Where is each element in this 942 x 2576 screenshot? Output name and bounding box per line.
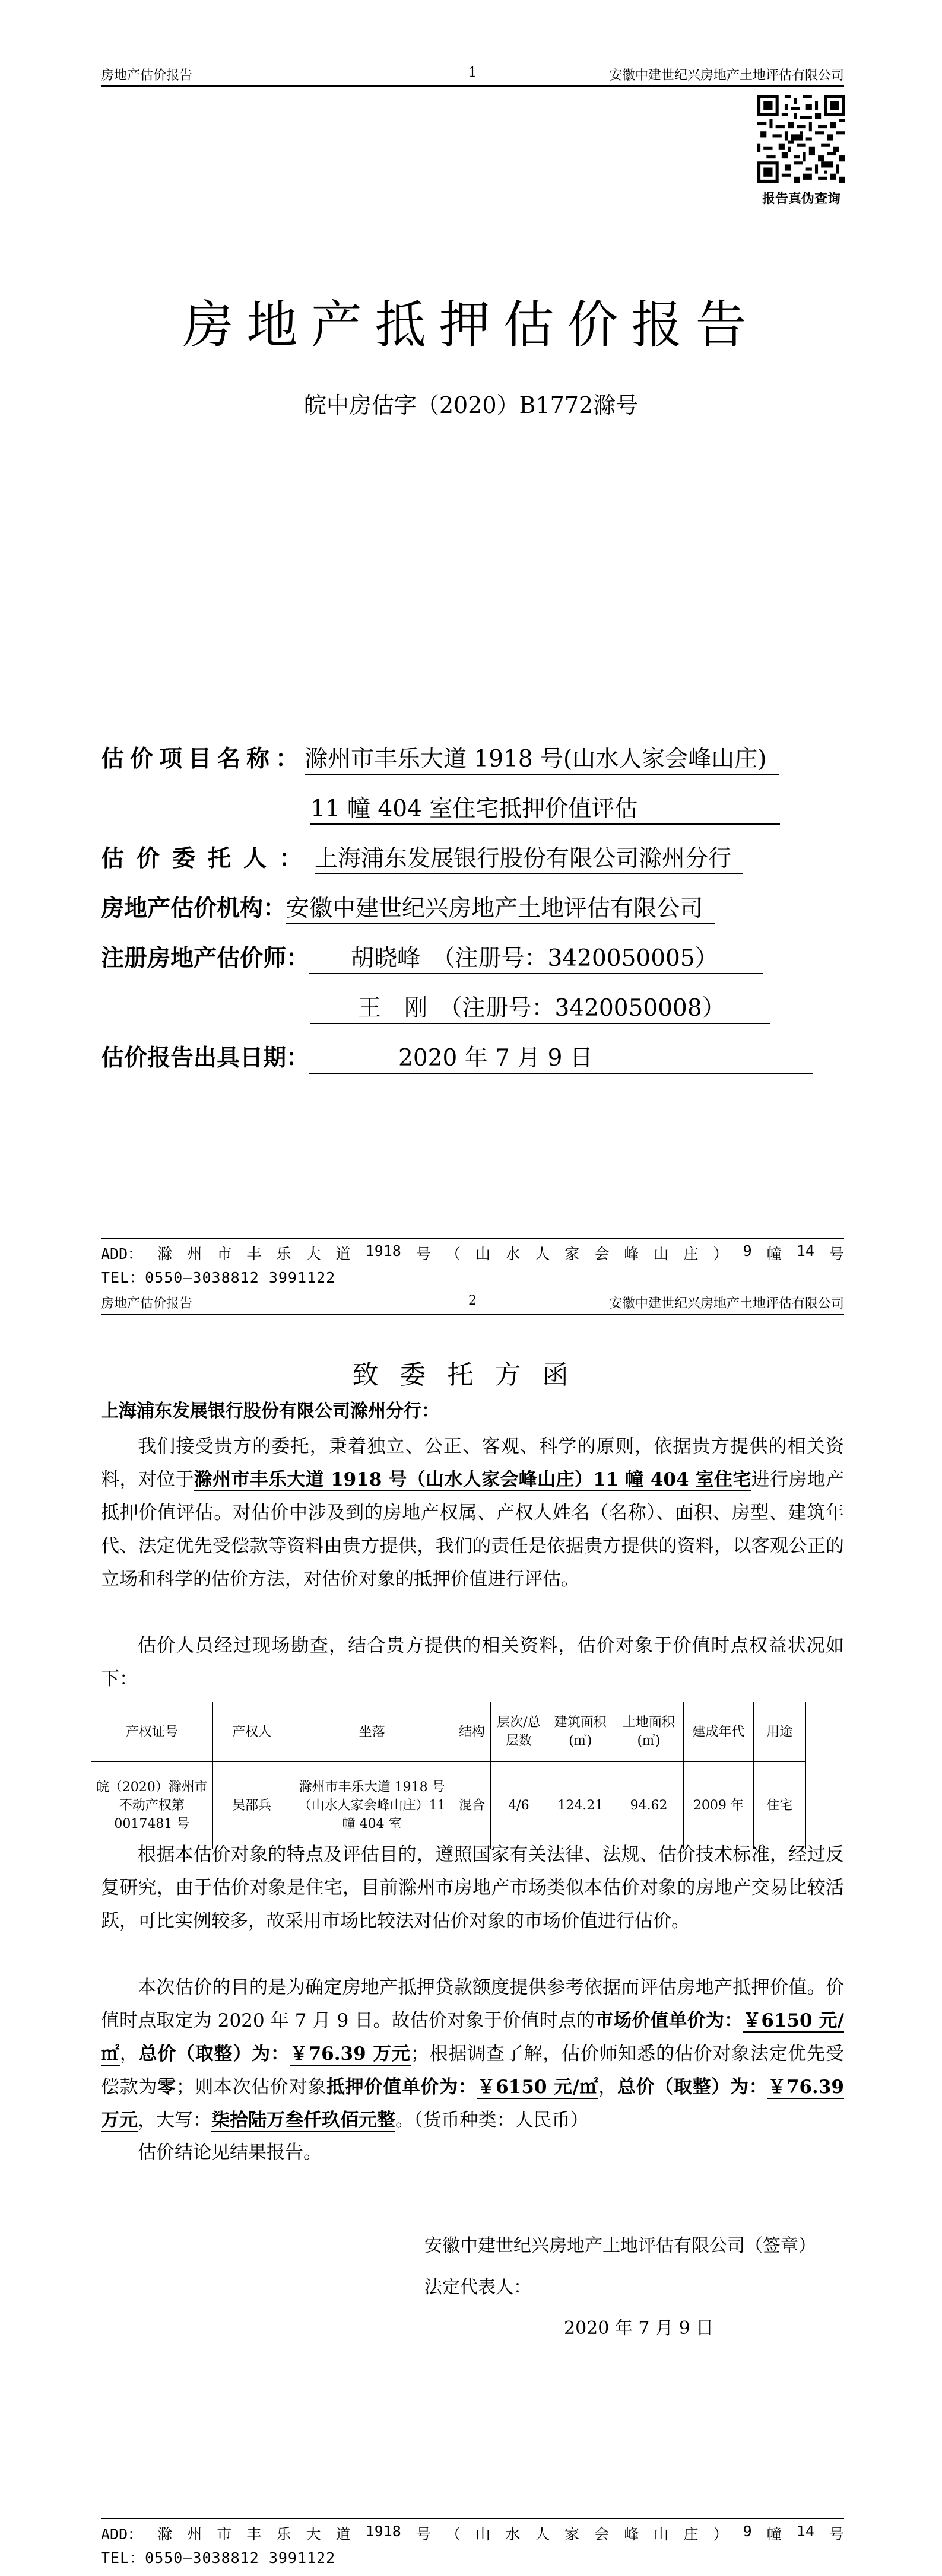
footer-address: ADD： 滁 州 市 丰 乐 大 道 1918 号 （ 山 水 人 家 会 峰 山 庄 ） 9 幢 14 号 bbox=[101, 1242, 844, 1262]
page-header bbox=[101, 1293, 844, 1315]
appraiser-label: 注册房地产估价师： bbox=[101, 944, 310, 972]
amount-in-words: 柒拾陆万叁仟玖佰元整 bbox=[211, 2110, 395, 2131]
table-row: 皖（2020）滁州市不动产权第 0017481 号 吴邵兵 滁州市丰乐大道 1918 号（山水人家会峰山庄）11 幢 404 室 混合 4/6 124.21 94.62 2009 年 住宅 bbox=[91, 1762, 806, 1849]
footer-tel: TEL：0550—3038812 3991122 bbox=[101, 2549, 336, 2567]
document-number: 皖中房估字（2020）B1772滁号 bbox=[303, 392, 639, 418]
header-report-type: 房地产估价报告 bbox=[101, 68, 193, 83]
appraiser-2: 王 刚 （注册号：3420050008） bbox=[310, 990, 770, 1024]
agency-row bbox=[101, 890, 715, 924]
mortgage-total-price: ￥76.39 万元 bbox=[101, 2076, 844, 2131]
appraiser-row-2 bbox=[310, 990, 770, 1024]
header-page-number: 2 bbox=[468, 1293, 477, 1308]
qr-code-icon[interactable] bbox=[757, 95, 845, 183]
page-header bbox=[101, 65, 844, 87]
market-unit-price: ￥6150 元/㎡ bbox=[101, 2010, 844, 2065]
page-footer bbox=[101, 2518, 844, 2568]
signature-date: 2020 年 7 月 9 日 bbox=[564, 2318, 714, 2339]
client-label: 估价委托人： bbox=[101, 845, 315, 872]
project-name-value-2: 11 幢 404 室住宅抵押价值评估 bbox=[310, 790, 780, 825]
agency-label: 房地产估价机构： bbox=[101, 895, 287, 922]
letter-paragraph-2: 估价人员经过现场勘查，结合贵方提供的相关资料，估价对象于价值时点权益状况如下： bbox=[101, 1635, 844, 1690]
signature-company: 安徽中建世纪兴房地产土地评估有限公司（签章） bbox=[424, 2235, 816, 2256]
letter-title: 致委托方函 bbox=[352, 1360, 590, 1390]
property-info-table bbox=[91, 1702, 806, 1849]
page-footer bbox=[101, 1238, 844, 1287]
table-header-row: 产权证号 产权人 坐落 结构 层次/总层数 建筑面积(㎡) 土地面积(㎡) 建成年代 用途 bbox=[91, 1702, 806, 1762]
mortgage-unit-price: ￥6150 元/㎡ bbox=[477, 2076, 599, 2098]
project-name-row-2 bbox=[310, 790, 780, 825]
project-name-label: 估价项目名称： bbox=[101, 745, 305, 772]
agency-value: 安徽中建世纪兴房地产土地评估有限公司 bbox=[286, 890, 715, 924]
letter-addressee: 上海浦东发展银行股份有限公司滁州分行： bbox=[101, 1401, 439, 1421]
header-page-number: 1 bbox=[468, 65, 477, 80]
letter-paragraph-3: 根据本估价对象的特点及评估目的，遵照国家有关法律、法规、估价技术标准，经过反复研究，由于估价对象是住宅，目前滁州市房地产市场类似本估价对象的房地产交易比较活跃，可比实例较多，故采用市场比较法对估价对象的市场价值进行估价。 bbox=[101, 1844, 844, 1932]
property-address: 滁州市丰乐大道 1918 号（山水人家会峰山庄）11 幢 404 室住宅 bbox=[194, 1469, 751, 1490]
issue-date-label: 估价报告出具日期： bbox=[101, 1044, 310, 1071]
market-total-price: ￥76.39 万元 bbox=[289, 2043, 411, 2065]
letter-paragraph-1: 我们接受贵方的委托，秉着独立、公正、客观、科学的原则，依据贵方提供的相关资料，对位于滁州市丰乐大道 1918 号（山水人家会峰山庄）11 幢 404 室住宅进行房地产抵押价值评估。对估价中涉及到的房地产权属、产权人姓名（名称）、面积、房型、建筑年代、法定优先受偿款等资料由贵方提供，我们的责任是依据贵方提供的资料，以客观公正的立场和科学的估价方法，对估价对象的抵押价值进行评估。 bbox=[101, 1436, 845, 1590]
header-company: 安徽中建世纪兴房地产土地评估有限公司 bbox=[608, 1296, 844, 1311]
report-title: 房地产抵押估价报告 bbox=[182, 295, 760, 355]
footer-tel: TEL：0550—3038812 3991122 bbox=[101, 1269, 336, 1286]
client-row bbox=[101, 840, 743, 874]
footer-address: ADD： 滁 州 市 丰 乐 大 道 1918 号 （ 山 水 人 家 会 峰 山 庄 ） 9 幢 14 号 bbox=[101, 2523, 844, 2543]
project-name-value: 滁州市丰乐大道 1918 号(山水人家会峰山庄) bbox=[305, 740, 778, 775]
client-value: 上海浦东发展银行股份有限公司滁州分行 bbox=[315, 840, 743, 874]
header-company: 安徽中建世纪兴房地产土地评估有限公司 bbox=[608, 68, 844, 83]
signature-legal-rep: 法定代表人： bbox=[424, 2277, 531, 2298]
project-name-row bbox=[101, 740, 779, 775]
qr-verify-label: 报告真伪查询 bbox=[762, 192, 840, 206]
letter-paragraph-4: 本次估价的目的是为确定房地产抵押贷款额度提供参考依据而评估房地产抵押价值。价值时点取定为 2020 年 7 月 9 日。故估价对象于价值时点的市场价值单价为：￥6150 元/㎡，总价（取整）为：￥76.39 万元；根据调查了解，估价师知悉的估价对象法定优先受偿款为零；则本次估价对象抵押价值单价为：￥6150 元/㎡，总价（取整）为：￥76.39 万元，大写：柒拾陆万叁仟玖佰元整。（货币种类：人民币） bbox=[101, 1977, 844, 2131]
letter-paragraph-5: 估价结论见结果报告。 bbox=[138, 2142, 322, 2163]
issue-date-value: 2020 年 7 月 9 日 bbox=[309, 1039, 813, 1074]
header-report-type: 房地产估价报告 bbox=[101, 1296, 193, 1311]
appraiser-1: 胡晓峰 （注册号：3420050005） bbox=[309, 940, 763, 974]
appraiser-row-1 bbox=[101, 940, 763, 974]
issue-date-row bbox=[101, 1039, 813, 1074]
